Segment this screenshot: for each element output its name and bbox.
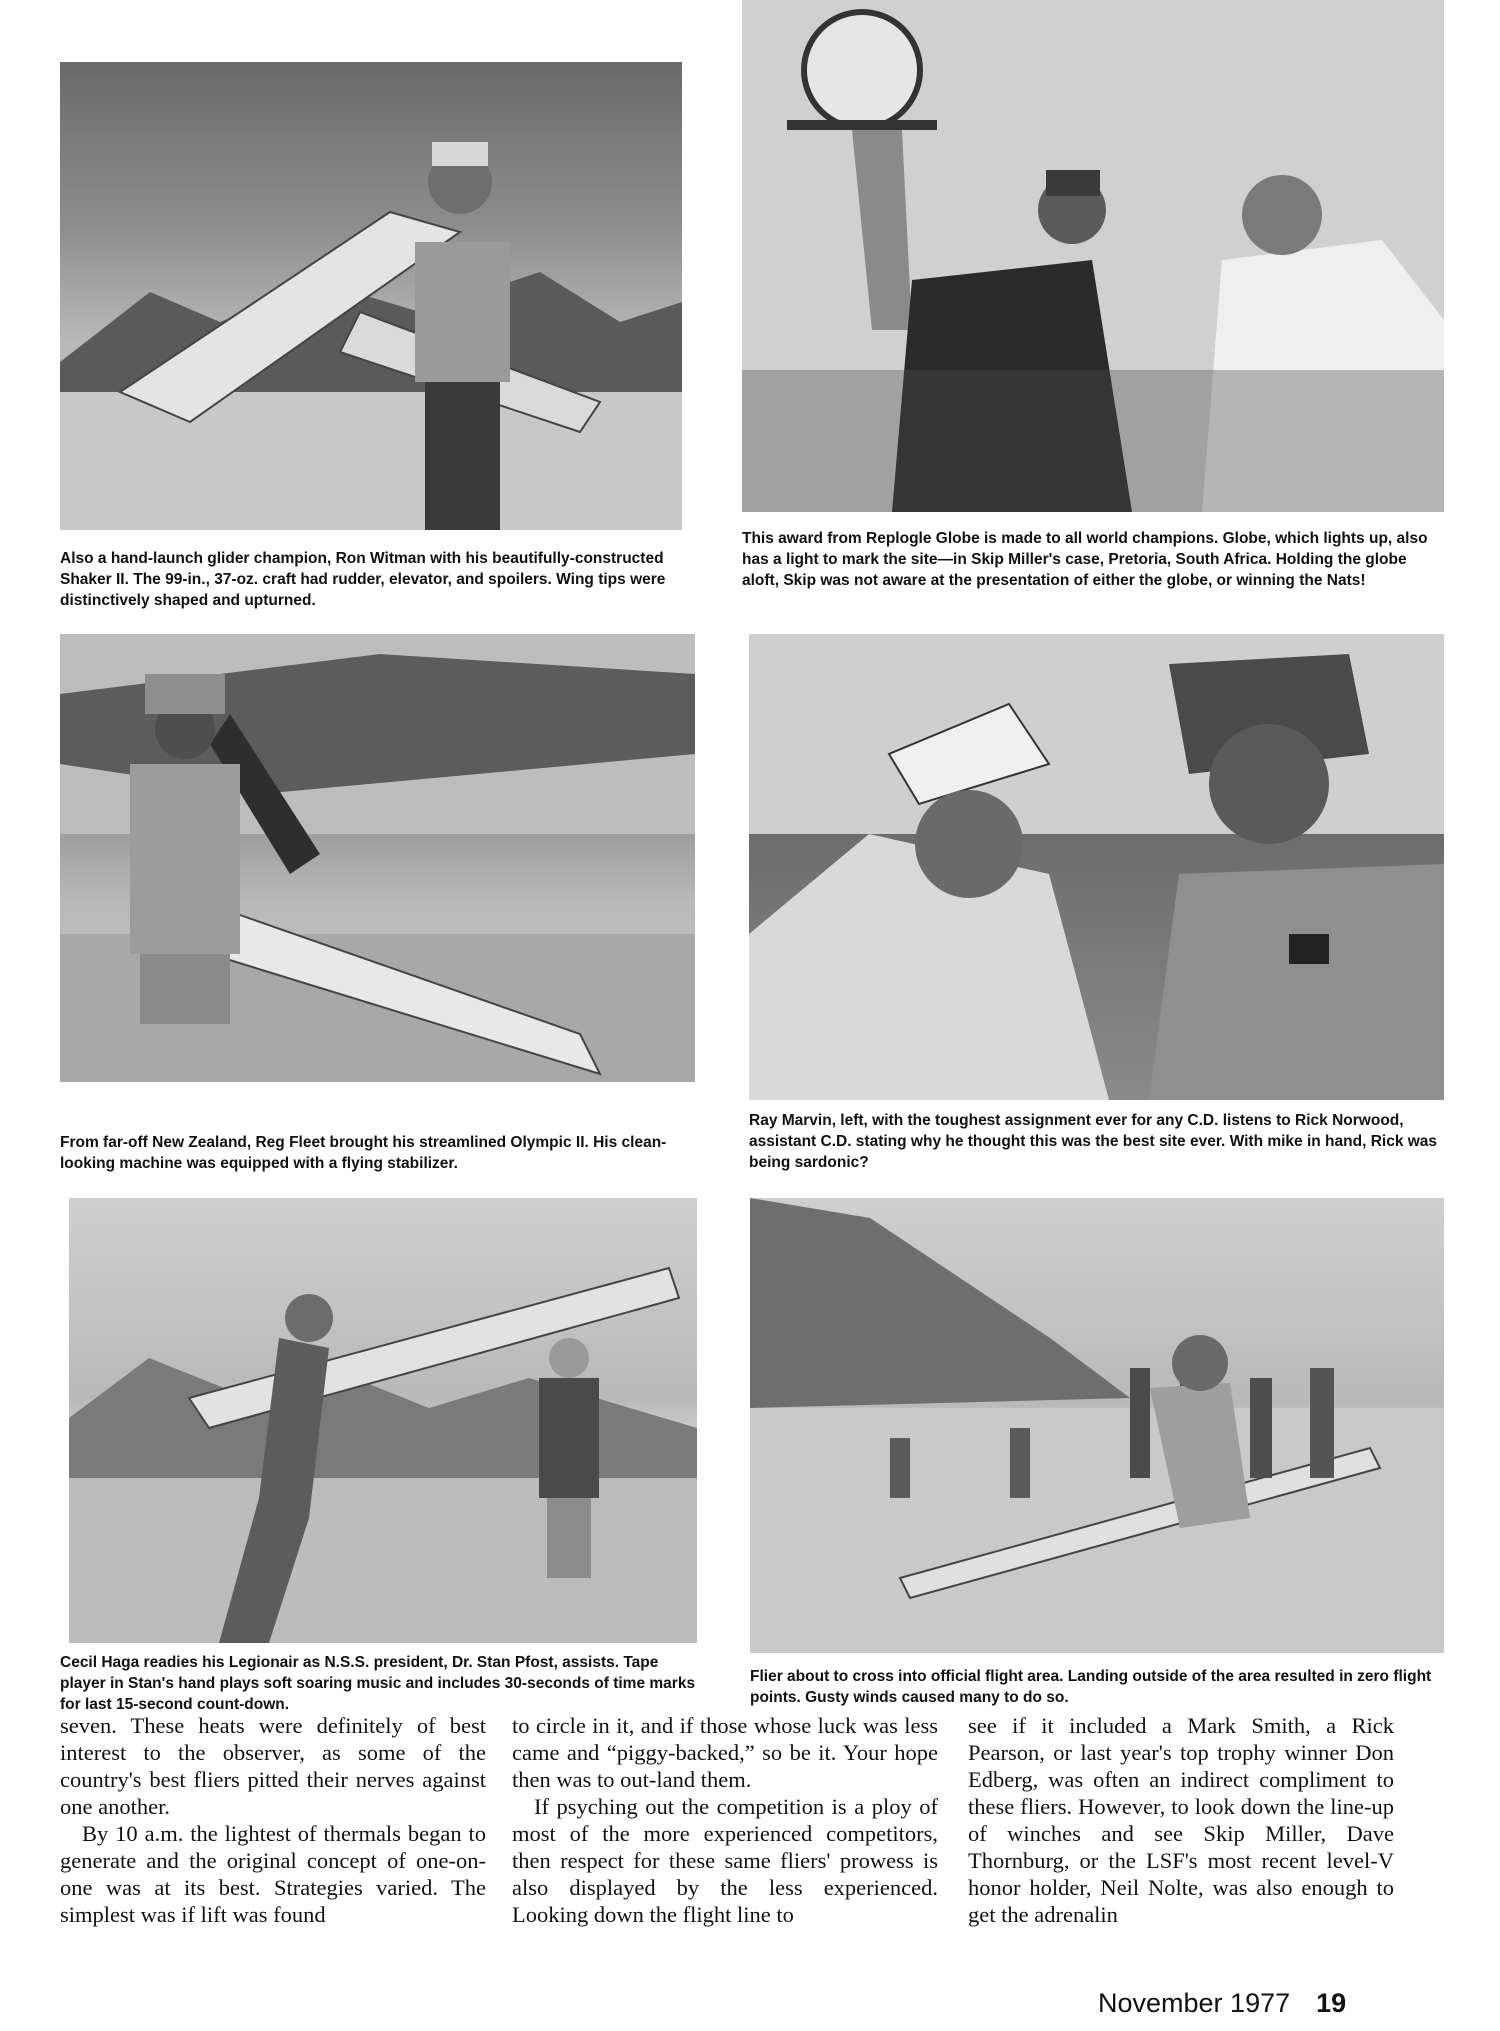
page-footer	[1098, 1988, 1346, 2019]
caption-olympic-glider: From far-off New Zealand, Reg Fleet brought his streamlined Olympic II. His clean-looking machine was equipped with a flying stabilizer.	[60, 1134, 667, 1172]
photo-cd-conversation	[749, 634, 1444, 1100]
caption-cd-conversation: Ray Marvin, left, with the toughest assignment ever for any C.D. listens to Rick Norwood, assistant C.D. stating why he thought this was the best site ever. With mike in hand, Rick was being sardonic?	[749, 1112, 1438, 1171]
photo-legionair-launch	[69, 1198, 697, 1643]
photo-olympic-glider	[60, 634, 695, 1082]
caption-glider-champion: Also a hand-launch glider champion, Ron Witman with his beautifully-constructed Shaker II. The 99-in., 37-oz. craft had rudder, elevator, and spoilers. Wing tips were distinctively shaped and upturned.	[60, 550, 666, 609]
issue-date: November 1977	[1098, 1988, 1291, 2018]
page-number: 19	[1316, 1988, 1347, 2018]
photo-globe-award	[742, 0, 1444, 512]
body-column-1	[60, 1712, 486, 1928]
photo-glider-champion	[60, 62, 682, 530]
body-column-2	[512, 1712, 938, 1928]
body-paragraph: see if it included a Mark Smith, a Rick Pearson, or last year's top trophy winner Don Edberg, was often an indirect compliment to these fliers. However, to look down the line-up of winches and see Skip Miller, Dave Thornburg, or the LSF's most recent level-V honor holder, Neil Nolte, was also enough to get the adrenalin	[968, 1713, 1394, 1927]
body-paragraph: seven. These heats were definitely of best interest to the observer, as some of the country's best fliers pitted their nerves against one another.	[60, 1713, 486, 1819]
body-paragraph: By 10 a.m. the lightest of thermals began to generate and the original concept of one-on-one was at its best. Strategies varied. The simplest was if lift was found	[60, 1821, 486, 1927]
body-paragraph: to circle in it, and if those whose luck was less came and “piggy-backed,” so be it. Your hope then was to out-land them.	[512, 1713, 938, 1792]
body-paragraph: If psyching out the competition is a ploy of most of the more experienced competitors, then respect for these same fliers' prowess is also displayed by the less experienced. Looking down the flight line to	[512, 1794, 938, 1927]
caption-flight-area: Flier about to cross into official flight area. Landing outside of the area resulted in zero flight points. Gusty winds caused many to do so.	[750, 1668, 1432, 1706]
photo-flight-area	[750, 1198, 1444, 1653]
caption-globe-award: This award from Replogle Globe is made to all world champions. Globe, which lights up, also has a light to mark the site—in Skip Miller's case, Pretoria, South Africa. Holding the globe aloft, Skip was not aware at the presentation of either the globe, or winning the Nats!	[742, 530, 1428, 589]
caption-legionair-launch: Cecil Haga readies his Legionair as N.S.S. president, Dr. Stan Pfost, assists. Tape player in Stan's hand plays soft soaring music and includes 30-seconds of time marks for last 15-second count-down.	[60, 1654, 696, 1713]
body-column-3	[968, 1712, 1394, 1928]
